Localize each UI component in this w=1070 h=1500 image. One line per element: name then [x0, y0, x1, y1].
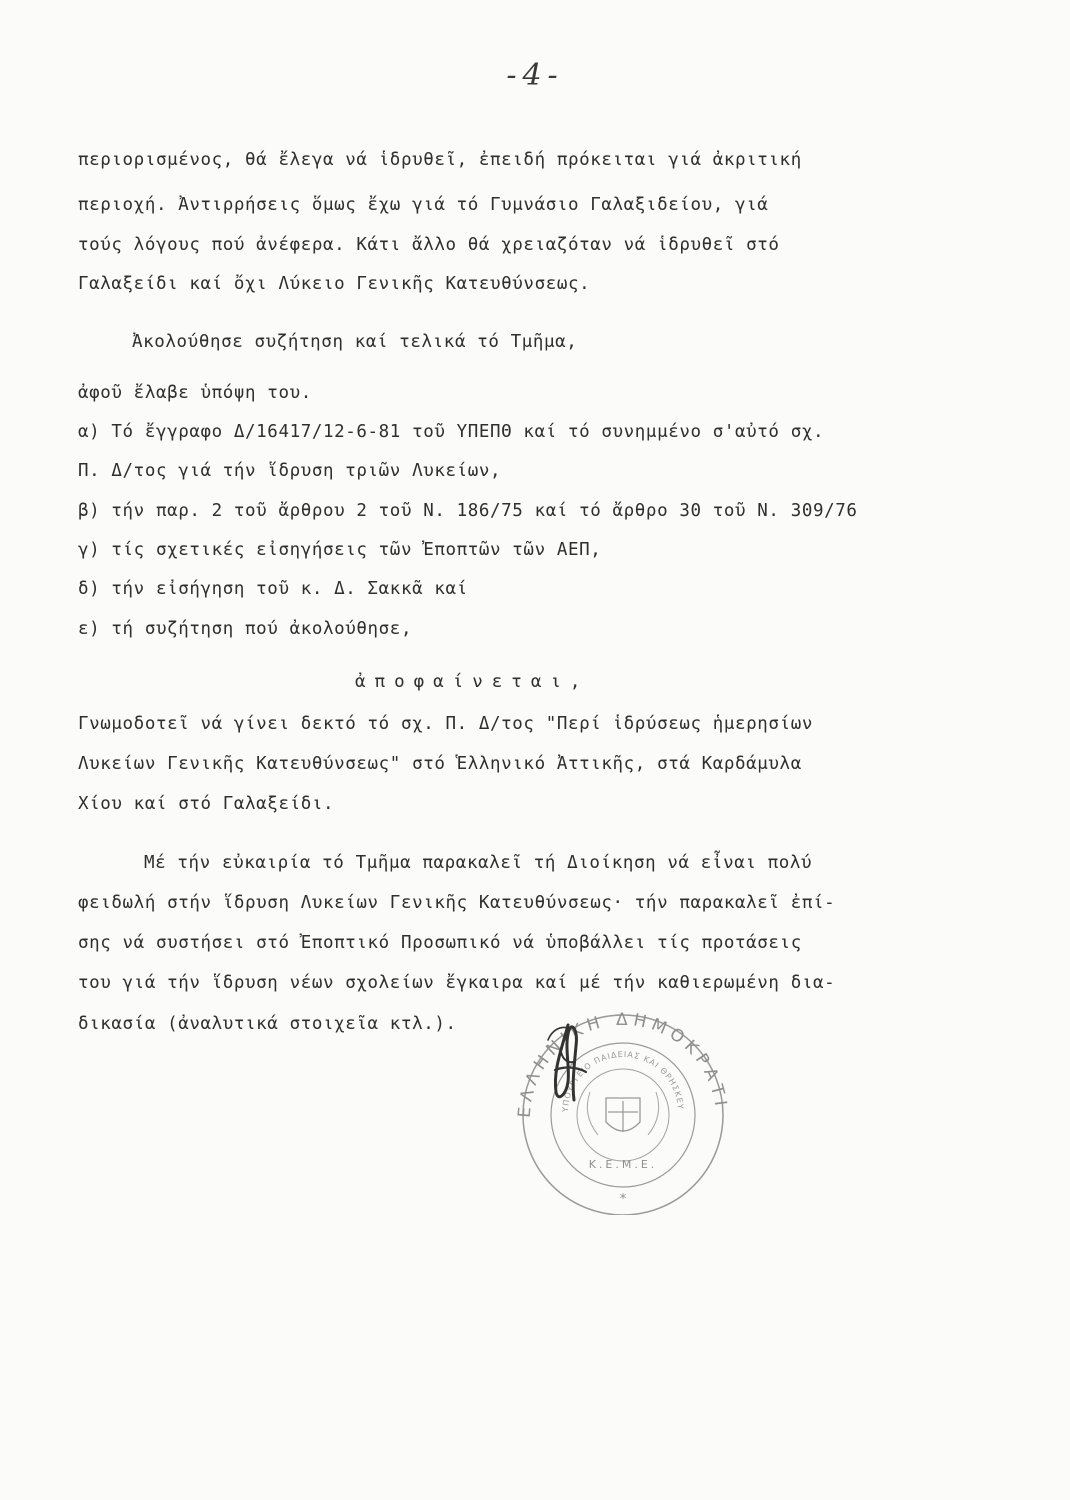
- seal-bottom-text: Κ.Ε.Μ.Ε.: [588, 1158, 658, 1171]
- list-item-e: ε) τή συζήτηση πού ἀκολούθησε,: [78, 619, 413, 639]
- list-item-d: δ) τήν εἰσήγηση τοῦ κ. Δ. Σακκᾶ καί: [78, 579, 468, 599]
- text-line: περιορισμένος, θά ἔλεγα νά ἱδρυθεῖ, ἐπειδή πρόκειται γιά ἀκριτική: [78, 150, 802, 170]
- paragraph-line: δικασία (ἀναλυτικά στοιχεῖα κτλ.).: [78, 1014, 457, 1034]
- paragraph-line: φειδωλή στήν ἵδρυση Λυκείων Γενικῆς Κατευθύνσεως· τήν παρακαλεῖ ἐπί-: [78, 893, 836, 913]
- text-line: Γαλαξείδι καί ὄχι Λύκειο Γενικῆς Κατευθύνσεως.: [78, 274, 591, 294]
- page-number: -4-: [506, 58, 564, 93]
- text-line: περιοχή. Ἀντιρρήσεις ὅμως ἔχω γιά τό Γυμνάσιο Γαλαξιδείου, γιά: [78, 195, 769, 215]
- seal-inner-text: ΥΠΟΥΡΓΕΙΟ ΠΑΙΔΕΙΑΣ ΚΑΙ ΘΡΗΣΚΕΥ: [560, 1049, 686, 1113]
- decision-line: Λυκείων Γενικῆς Κατευθύνσεως" στό Ἑλληνικό Ἀττικῆς, στά Καρδάμυλα: [78, 754, 802, 774]
- paragraph-line: Ἀκολούθησε συζήτηση καί τελικά τό Τμῆμα,: [132, 332, 578, 352]
- paragraph-line: του γιά τήν ἵδρυση νέων σχολείων ἔγκαιρα καί μέ τήν καθιερωμένη δια-: [78, 973, 836, 993]
- seal-outer-text: ΕΛΛΗΝΙΚΗ ΔΗΜΟΚΡΑΤΙ: [514, 1009, 731, 1119]
- official-seal-stamp: [498, 1000, 748, 1215]
- list-item-a: α) Τό ἔγγραφο Δ/16417/12-6-81 τοῦ ΥΠΕΠΘ καί τό συνημμένο σ'αὐτό σχ.: [78, 422, 825, 442]
- list-item-b: β) τήν παρ. 2 τοῦ ἄρθρου 2 τοῦ Ν. 186/75 καί τό ἄρθρο 30 τοῦ Ν. 309/76: [78, 501, 858, 521]
- list-item-c: γ) τίς σχετικές εἰσηγήσεις τῶν Ἐποπτῶν τῶν ΑΕΠ,: [78, 540, 602, 560]
- seal-graphic: [498, 1000, 748, 1215]
- decision-line: Γνωμοδοτεῖ νά γίνει δεκτό τό σχ. Π. Δ/τος "Περί ἱδρύσεως ἡμερησίων: [78, 714, 813, 734]
- decision-heading: ἀποφαίνεται,: [355, 672, 590, 692]
- coat-of-arms-icon: [587, 1092, 658, 1135]
- decision-line: Χίου καί στό Γαλαξείδι.: [78, 794, 335, 814]
- text-line: ἀφοῦ ἔλαβε ὑπόψη του.: [78, 383, 312, 403]
- text-line: τούς λόγους πού ἀνέφερα. Κάτι ἄλλο θά χρειαζόταν νά ἱδρυθεῖ στό: [78, 235, 780, 255]
- paragraph-line: σης νά συστήσει στό Ἐποπτικό Προσωπικό νά ὑποβάλλει τίς προτάσεις: [78, 933, 802, 953]
- paragraph-line: Μέ τήν εὐκαιρία τό Τμῆμα παρακαλεῖ τή Διοίκηση νά εἶναι πολύ: [144, 853, 813, 873]
- list-item-a-continued: Π. Δ/τος γιά τήν ἵδρυση τριῶν Λυκείων,: [78, 461, 502, 481]
- seal-star-icon: *: [619, 1192, 627, 1207]
